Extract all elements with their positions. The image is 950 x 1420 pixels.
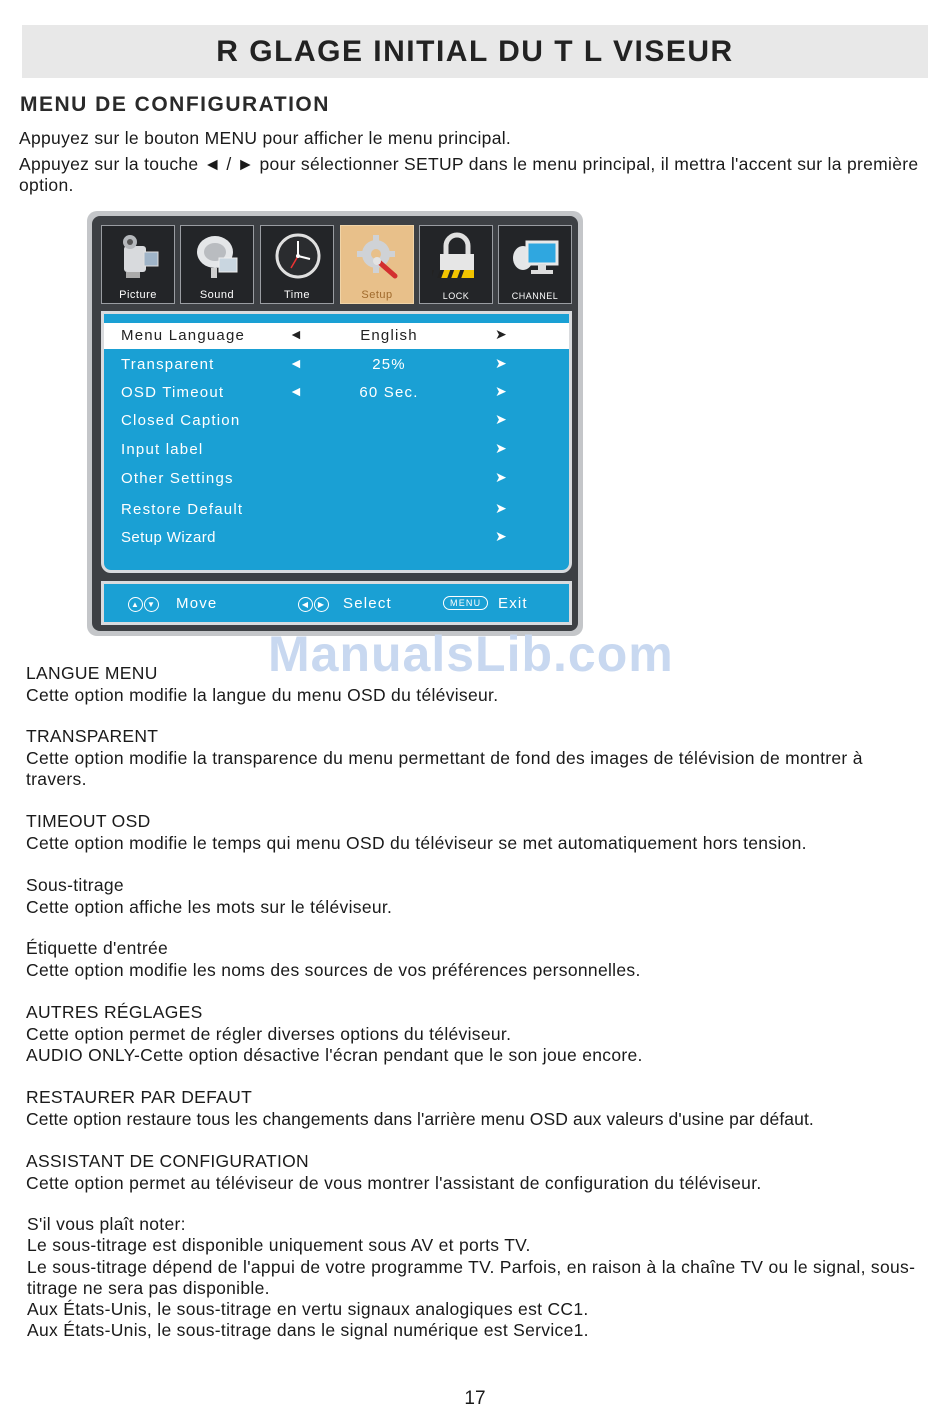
arrow-left-icon[interactable]: ◄ <box>289 355 305 371</box>
exit-hint: Exit <box>498 595 528 612</box>
osd-frame <box>92 216 578 631</box>
arrow-left-icon[interactable]: ◄ <box>289 326 305 342</box>
note-line: Le sous-titrage est disponible uniquement sous AV et ports TV. <box>27 1235 531 1256</box>
menu-item-label: Menu Language <box>121 327 246 344</box>
tab-lock[interactable] <box>419 225 493 304</box>
tab-label: CHANNEL <box>511 291 559 301</box>
desc-heading: AUTRES RÉGLAGES <box>26 1002 203 1022</box>
menu-item-label: Transparent <box>121 356 215 373</box>
arrow-right-icon[interactable]: ➤ <box>495 411 508 427</box>
tab-label: Time <box>283 289 311 301</box>
desc-text: Cette option permet de régler diverses options du téléviseur. <box>26 1023 512 1044</box>
osd-footer-hints <box>101 581 572 625</box>
note-line: Le sous-titrage dépend de l'appui de votre programme TV. Parfois, en raison à la chaîne TV ou le signal, sous-titrage ne sera pas disponible. <box>27 1256 916 1298</box>
desc-heading: ASSISTANT DE CONFIGURATION <box>26 1151 309 1171</box>
desc-autres-reglages <box>26 1002 946 1067</box>
tab-picture[interactable] <box>101 225 175 304</box>
satellite-dish-icon <box>193 232 243 280</box>
tab-time[interactable] <box>260 225 334 304</box>
arrow-right-icon[interactable]: ➤ <box>495 383 508 399</box>
move-hint: Move <box>176 595 218 612</box>
menu-item-osd-timeout[interactable] <box>104 380 569 406</box>
desc-text: AUDIO ONLY-Cette option désactive l'écran pendant que le son joue encore. <box>26 1045 643 1065</box>
clock-icon <box>273 232 323 280</box>
menu-item-label: Closed Caption <box>121 412 241 429</box>
osd-menu-list <box>101 311 572 573</box>
menu-item-value: English <box>360 327 418 344</box>
padlock-icon <box>432 232 482 280</box>
menu-item-label: Setup Wizard <box>121 529 216 546</box>
tab-channel[interactable] <box>498 225 572 304</box>
desc-assistant-configuration <box>26 1151 946 1194</box>
page-title: R GLAGE INITIAL DU T L VISEUR <box>22 25 928 78</box>
tab-label: Sound <box>199 289 235 301</box>
desc-text: Cette option modifie la transparence du menu permettant de fond des images de télévision de montrer à travers. <box>26 747 863 789</box>
section-heading: MENU DE CONFIGURATION <box>20 93 330 116</box>
menu-item-menu-language[interactable] <box>104 323 569 349</box>
note-line: Aux États-Unis, le sous-titrage en vertu signaux analogiques est CC1. <box>27 1299 589 1320</box>
tab-label: Setup <box>361 289 393 301</box>
tab-setup[interactable] <box>340 225 414 304</box>
gear-wrench-icon <box>353 232 403 280</box>
arrow-right-icon[interactable]: ➤ <box>495 528 508 544</box>
menu-item-label: Input label <box>121 441 204 458</box>
note-line: Aux États-Unis, le sous-titrage dans le signal numérique est Service1. <box>27 1320 589 1341</box>
desc-langue-menu <box>26 663 946 706</box>
tab-sound[interactable] <box>180 225 254 304</box>
desc-text: Cette option permet au téléviseur de vous montrer l'assistant de configuration du téléviseur. <box>26 1172 762 1193</box>
menu-item-label: OSD Timeout <box>121 384 225 401</box>
camcorder-icon <box>114 232 164 280</box>
arrow-right-icon[interactable]: ➤ <box>495 326 508 342</box>
menu-item-label: Other Settings <box>121 470 234 487</box>
menu-key-icon <box>443 595 496 612</box>
intro-line-2: Appuyez sur la touche ◄ / ► pour sélectionner SETUP dans le menu principal, il mettra l'accent sur la première option. <box>19 154 919 195</box>
menu-item-label: Restore Default <box>121 501 244 518</box>
page-number: 17 <box>464 1388 486 1409</box>
desc-transparent <box>26 726 946 791</box>
menu-item-restore-default[interactable] <box>104 497 569 523</box>
menu-item-other-settings[interactable] <box>104 466 569 492</box>
desc-etiquette-entree <box>26 938 946 981</box>
arrow-right-icon[interactable]: ➤ <box>495 469 508 485</box>
desc-text: Cette option modifie les noms des sources de vos préférences personnelles. <box>26 959 641 980</box>
desc-text: Cette option restaure tous les changements dans l'arrière menu OSD aux valeurs d'usine par défaut. <box>26 1108 814 1129</box>
desc-heading: Sous-titrage <box>26 875 124 895</box>
desc-sous-titrage <box>26 875 946 918</box>
desc-heading: Étiquette d'entrée <box>26 938 169 958</box>
satellite-monitor-icon <box>511 232 561 280</box>
tab-label: LOCK <box>442 291 470 301</box>
intro-line-1: Appuyez sur le bouton MENU pour afficher le menu principal. <box>19 128 512 148</box>
osd-tab-bar <box>101 225 571 305</box>
arrow-right-icon[interactable]: ➤ <box>495 355 508 371</box>
menu-item-input-label[interactable] <box>104 437 569 463</box>
notes-heading: S'il vous plaît noter: <box>27 1214 186 1234</box>
desc-text: Cette option affiche les mots sur le téléviseur. <box>26 896 393 917</box>
desc-heading: RESTAURER PAR DEFAUT <box>26 1087 253 1107</box>
desc-heading: LANGUE MENU <box>26 663 158 683</box>
menu-item-setup-wizard[interactable] <box>104 525 569 551</box>
osd-setup-menu <box>87 211 583 636</box>
menu-item-closed-caption[interactable] <box>104 408 569 434</box>
arrow-left-icon[interactable]: ◄ <box>289 383 305 399</box>
desc-restaurer-defaut <box>26 1087 946 1130</box>
menu-key-label: MENU <box>443 596 488 610</box>
menu-item-transparent[interactable] <box>104 352 569 378</box>
select-hint: Select <box>343 595 392 612</box>
desc-heading: TRANSPARENT <box>26 726 159 746</box>
menu-item-value: 25% <box>372 356 406 373</box>
menu-item-value: 60 Sec. <box>359 384 419 401</box>
notes-block <box>27 1214 927 1342</box>
arrow-right-icon[interactable]: ➤ <box>495 440 508 456</box>
desc-text: Cette option modifie la langue du menu OSD du téléviseur. <box>26 684 499 705</box>
arrow-right-icon[interactable]: ➤ <box>495 500 508 516</box>
desc-heading: TIMEOUT OSD <box>26 811 151 831</box>
left-right-keys-icon: ◀ ▶ <box>298 595 330 612</box>
watermark-logo: ManualsLib.com <box>268 626 674 682</box>
up-down-keys-icon: ▲ ▼ <box>128 595 160 612</box>
desc-timeout-osd <box>26 811 946 854</box>
desc-text: Cette option modifie le temps qui menu OSD du téléviseur se met automatiquement hors tension. <box>26 832 807 853</box>
tab-label: Picture <box>119 289 157 301</box>
